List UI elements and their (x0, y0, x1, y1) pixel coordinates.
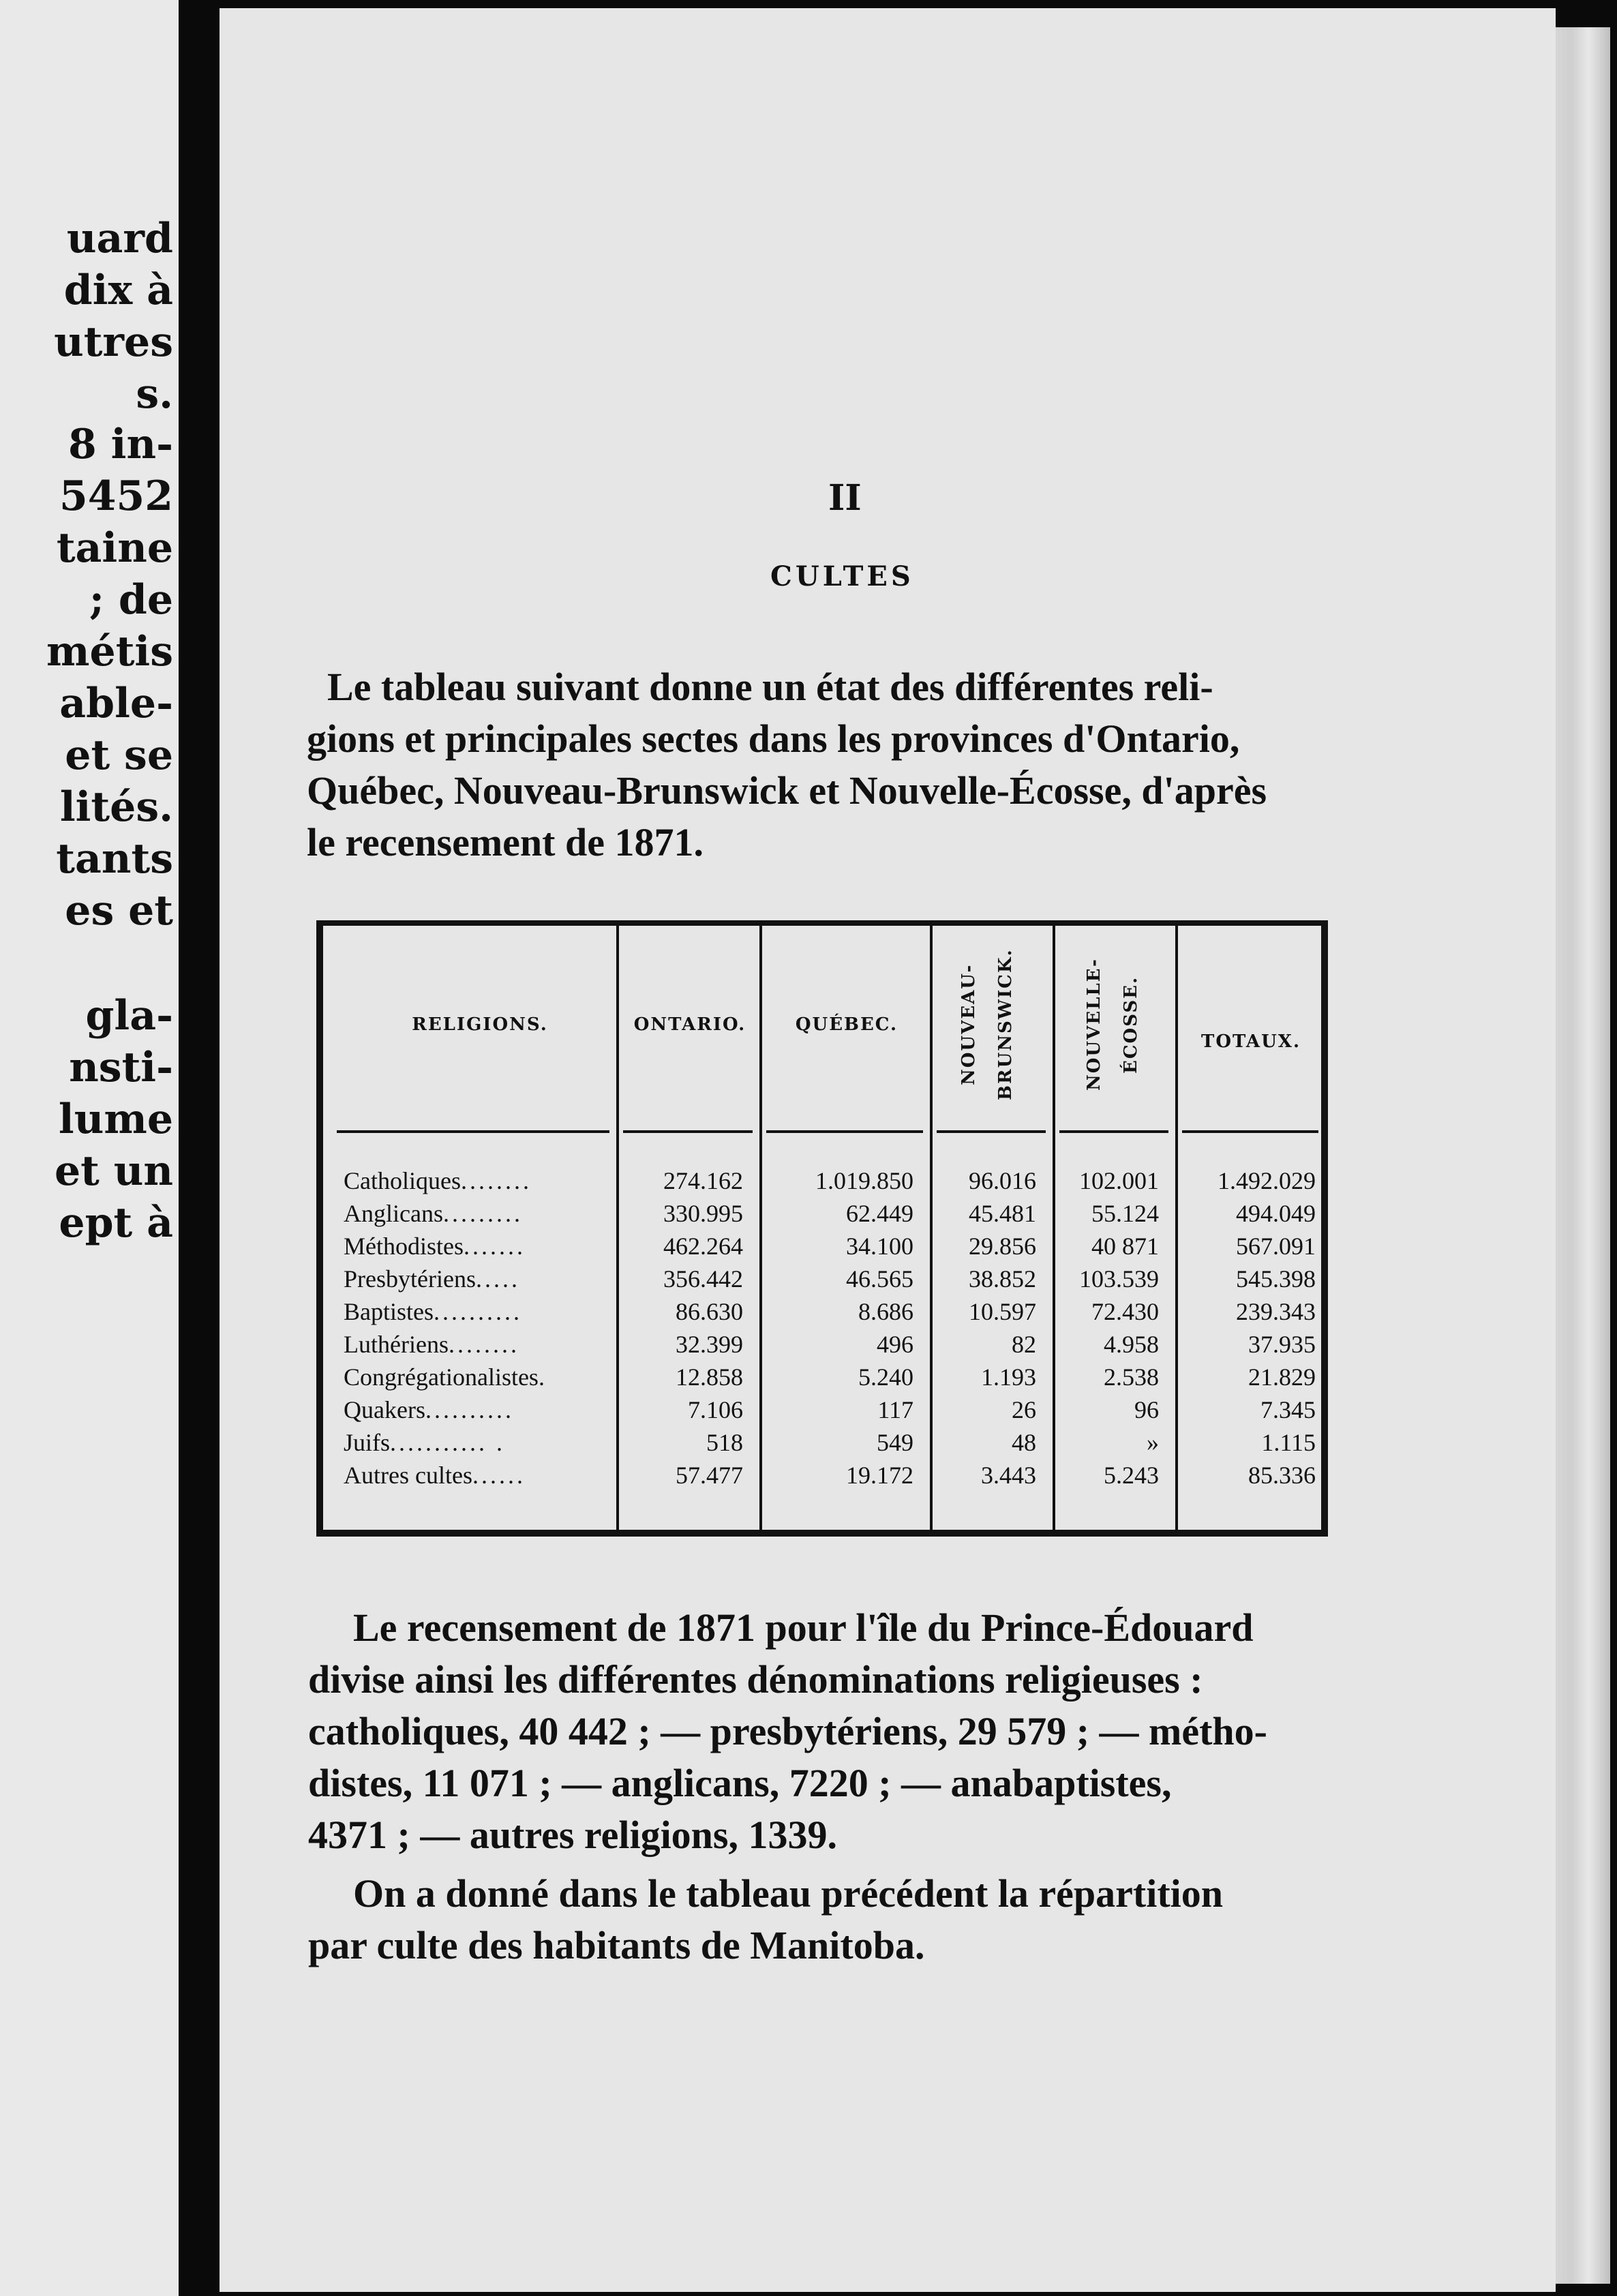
cell-nouvelle-ecosse: 2.538 (1104, 1363, 1159, 1391)
religion-name: Méthodistes....... (344, 1233, 526, 1260)
left-page-fragment (0, 0, 179, 2296)
left-line: ept à (59, 1199, 173, 1247)
left-line: gla- (85, 992, 173, 1040)
cell-nouveau-brunswick: 29.856 (969, 1233, 1036, 1260)
cell-nouvelle-ecosse: 55.124 (1091, 1200, 1159, 1227)
cell-quebec: 117 (877, 1396, 913, 1423)
cell-nouvelle-ecosse: 5.243 (1104, 1462, 1159, 1489)
religion-name: Anglicans......... (344, 1200, 523, 1227)
cell-total: 85.336 (1248, 1462, 1316, 1489)
left-line: dix à (63, 267, 173, 314)
cell-quebec: 549 (877, 1429, 913, 1456)
table-row (323, 1426, 1321, 1459)
left-line: s. (136, 370, 173, 418)
cell-nouveau-brunswick: 45.481 (969, 1200, 1036, 1227)
cell-quebec: 5.240 (858, 1363, 913, 1391)
header-quebec: QUÉBEC. (795, 1014, 898, 1035)
cell-nouvelle-ecosse: 103.539 (1079, 1265, 1159, 1293)
header-rule (1182, 1130, 1318, 1133)
left-line: ; de (89, 576, 173, 624)
text-line: le recensement de 1871. (307, 820, 704, 864)
table-row (323, 1295, 1321, 1328)
cell-nouveau-brunswick: 1.193 (981, 1363, 1036, 1391)
cell-quebec: 1.019.850 (815, 1167, 913, 1194)
religion-name: Congrégationalistes. (344, 1363, 545, 1391)
left-line: 5452 (59, 472, 173, 520)
left-line: métis (46, 628, 173, 676)
cell-ontario: 356.442 (663, 1265, 743, 1293)
cell-nouvelle-ecosse: 96 (1134, 1396, 1159, 1423)
header-rule (623, 1130, 753, 1133)
left-line: tants (56, 835, 173, 883)
cell-nouvelle-ecosse: 4.958 (1104, 1331, 1159, 1358)
religion-name: Juifs........... . (344, 1429, 506, 1456)
left-line: uard (66, 215, 173, 262)
page-edge (1556, 27, 1610, 2284)
cell-ontario: 57.477 (676, 1462, 743, 1489)
cell-ontario: 86.630 (676, 1298, 743, 1325)
section-numeral: II (828, 477, 862, 519)
religion-name: Presbytériens..... (344, 1265, 520, 1293)
header-nouveau-brunswick-1: NOUVEAU- (958, 963, 979, 1086)
header-rule (337, 1130, 609, 1133)
cell-nouvelle-ecosse: » (1147, 1429, 1159, 1456)
table-row (323, 1230, 1321, 1263)
cell-quebec: 19.172 (846, 1462, 913, 1489)
table-row (323, 1328, 1321, 1361)
text-line: divise ainsi les différentes dénominations religieuses : (308, 1657, 1203, 1702)
text-line: Le recensement de 1871 pour l'île du Prince-Édouard (353, 1605, 1254, 1650)
cell-nouvelle-ecosse: 72.430 (1091, 1298, 1159, 1325)
left-line: es et (65, 887, 173, 935)
header-rule (1059, 1130, 1168, 1133)
cell-quebec: 496 (877, 1331, 913, 1358)
cell-nouvelle-ecosse: 102.001 (1079, 1167, 1159, 1194)
text-line: On a donné dans le tableau précédent la répartition (353, 1871, 1224, 1916)
header-totaux: TOTAUX. (1201, 1031, 1301, 1052)
religion-name: Luthériens........ (344, 1331, 519, 1358)
text-line: par culte des habitants de Manitoba. (308, 1923, 925, 1967)
table-row (323, 1393, 1321, 1426)
header-nouvelle-ecosse-2: ÉCOSSE. (1121, 976, 1141, 1074)
section-title: CULTES (770, 560, 914, 592)
religion-name: Autres cultes...... (344, 1462, 526, 1489)
religion-name: Baptistes.......... (344, 1298, 522, 1325)
left-line: utres (54, 318, 173, 366)
left-line: nsti- (69, 1044, 173, 1091)
text-line: gions et principales sectes dans les provinces d'Ontario, (307, 716, 1240, 761)
text-line: Québec, Nouveau-Brunswick et Nouvelle-Écosse, d'après (307, 768, 1267, 813)
cell-nouvelle-ecosse: 40 871 (1091, 1233, 1159, 1260)
cell-total: 567.091 (1236, 1233, 1316, 1260)
cell-ontario: 330.995 (663, 1200, 743, 1227)
cell-ontario: 12.858 (676, 1363, 743, 1391)
cell-nouveau-brunswick: 3.443 (981, 1462, 1036, 1489)
cell-nouveau-brunswick: 48 (1012, 1429, 1036, 1456)
header-nouveau-brunswick-2: BRUNSWICK. (995, 948, 1016, 1101)
prince-edward-paragraph (308, 1602, 1329, 1861)
header-ontario: ONTARIO. (633, 1014, 746, 1035)
cell-nouveau-brunswick: 10.597 (969, 1298, 1036, 1325)
religion-name: Quakers.......... (344, 1396, 514, 1423)
cell-nouveau-brunswick: 96.016 (969, 1167, 1036, 1194)
cell-nouveau-brunswick: 82 (1012, 1331, 1036, 1358)
cell-quebec: 62.449 (846, 1200, 913, 1227)
cell-total: 37.935 (1248, 1331, 1316, 1358)
text-line: Le tableau suivant donne un état des différentes reli- (327, 665, 1213, 709)
table-row (323, 1197, 1321, 1230)
religion-name: Catholiques........ (344, 1167, 532, 1194)
cell-quebec: 46.565 (846, 1265, 913, 1293)
left-line: lume (58, 1096, 173, 1143)
cell-total: 494.049 (1236, 1200, 1316, 1227)
cell-total: 7.345 (1260, 1396, 1316, 1423)
cell-total: 545.398 (1236, 1265, 1316, 1293)
cell-quebec: 34.100 (846, 1233, 913, 1260)
left-line: taine (56, 524, 173, 572)
table-row (323, 1459, 1321, 1492)
cell-quebec: 8.686 (858, 1298, 913, 1325)
left-line: et un (54, 1147, 173, 1195)
header-rule (766, 1130, 923, 1133)
left-line: able- (59, 680, 173, 727)
text-line: 4371 ; — autres religions, 1339. (308, 1813, 838, 1857)
cell-ontario: 7.106 (688, 1396, 743, 1423)
cell-total: 21.829 (1248, 1363, 1316, 1391)
cell-nouveau-brunswick: 38.852 (969, 1265, 1036, 1293)
cell-ontario: 32.399 (676, 1331, 743, 1358)
cell-total: 1.115 (1261, 1429, 1316, 1456)
header-rule (937, 1130, 1046, 1133)
closing-paragraph (308, 1868, 1329, 1972)
table-row (323, 1263, 1321, 1295)
left-line: 8 in- (68, 421, 173, 468)
religions-table (316, 920, 1328, 1537)
table-row (323, 1164, 1321, 1197)
table-row (323, 1361, 1321, 1393)
left-line: lités. (59, 783, 173, 831)
cell-total: 239.343 (1236, 1298, 1316, 1325)
left-line: et se (65, 731, 173, 779)
cell-nouveau-brunswick: 26 (1012, 1396, 1036, 1423)
cell-ontario: 518 (706, 1429, 743, 1456)
header-nouvelle-ecosse-1: NOUVELLE- (1084, 958, 1104, 1091)
text-line: distes, 11 071 ; — anglicans, 7220 ; — anabaptistes, (308, 1761, 1172, 1805)
cell-total: 1.492.029 (1218, 1167, 1316, 1194)
intro-paragraph (307, 661, 1350, 868)
text-line: catholiques, 40 442 ; — presbytériens, 29 579 ; — métho- (308, 1709, 1267, 1753)
header-religions: RELIGIONS. (412, 1014, 548, 1035)
cell-ontario: 462.264 (663, 1233, 743, 1260)
cell-ontario: 274.162 (663, 1167, 743, 1194)
